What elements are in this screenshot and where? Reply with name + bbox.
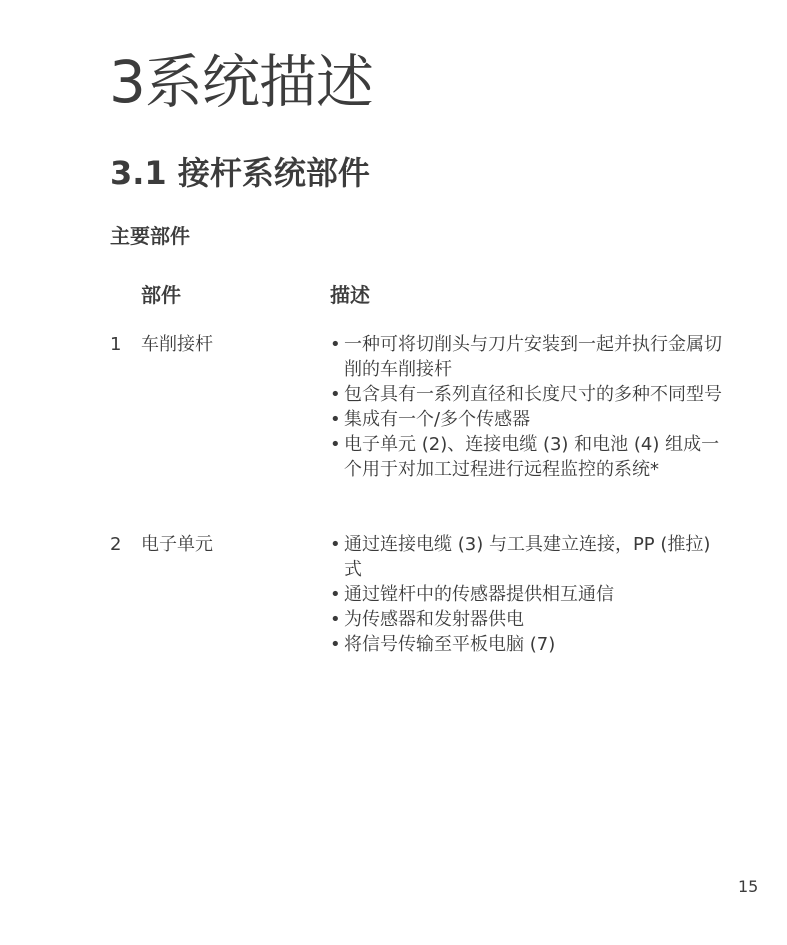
- description-bullet: • 电子单元 (2)、连接电缆 (3) 和电池 (4) 组成一个用于对加工过程进行远程监控的系统*: [330, 432, 730, 482]
- description-bullet: • 包含具有一系列直径和长度尺寸的多种不同型号: [330, 382, 730, 407]
- chapter-title: 3系统描述: [109, 48, 373, 116]
- description-bullet: • 将信号传输至平板电脑 (7): [330, 632, 730, 657]
- description-bullet: • 集成有一个/多个传感器: [330, 407, 730, 432]
- section-title: 3.1 接杆系统部件: [110, 154, 370, 192]
- description-bullet: • 通过连接电缆 (3) 与工具建立连接，PP (推拉) 式: [330, 532, 730, 582]
- description-list: [330, 332, 730, 482]
- row-number: 2: [110, 534, 122, 555]
- page-number: 15: [738, 877, 759, 896]
- description-bullet: • 为传感器和发射器供电: [330, 607, 730, 632]
- part-name: 电子单元: [141, 534, 213, 555]
- column-header-description: 描述: [330, 283, 370, 307]
- description-bullet: • 通过镗杆中的传感器提供相互通信: [330, 582, 730, 607]
- column-header-part: 部件: [141, 283, 181, 307]
- row-number: 1: [110, 334, 122, 355]
- description-list: [330, 532, 730, 657]
- part-name: 车削接杆: [141, 334, 213, 355]
- description-bullet: • 一种可将切削头与刀片安装到一起并执行金属切削的车削接杆: [330, 332, 730, 382]
- sub-heading: 主要部件: [110, 224, 190, 248]
